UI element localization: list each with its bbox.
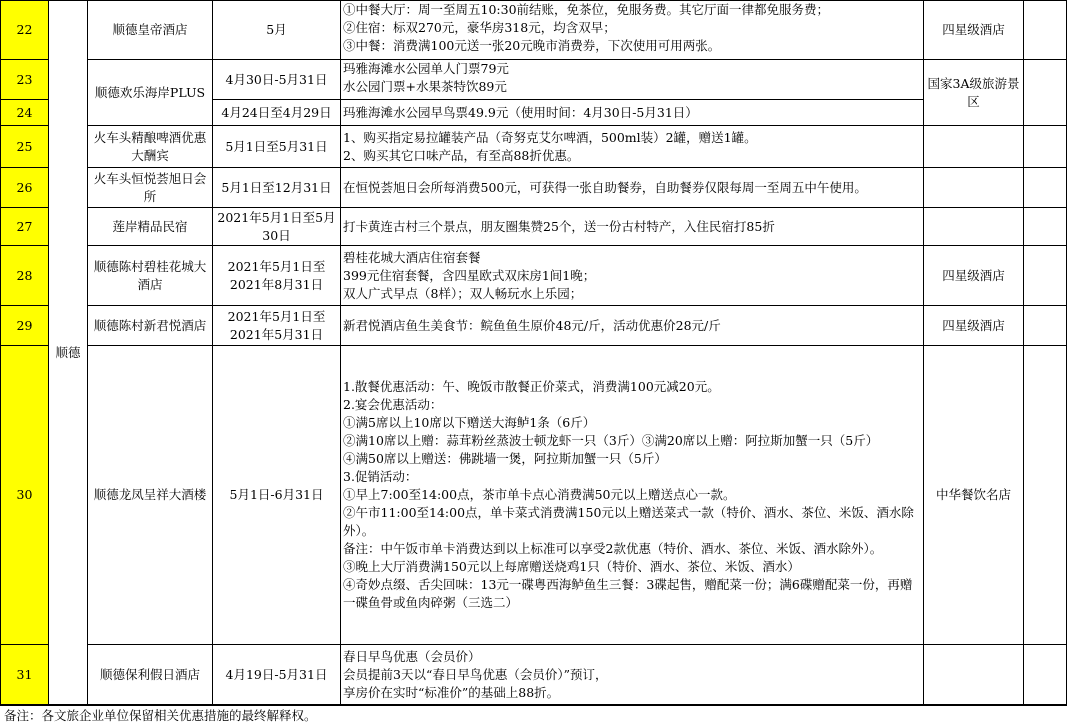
promo-period: 4月24日至4月29日 [213,100,341,126]
empty-cell [1024,60,1067,126]
venue-rating: 四星级酒店 [924,1,1024,60]
venue-rating: 中华餐饮名店 [924,346,1024,645]
venue-name: 顺德陈村新君悦酒店 [88,306,213,346]
row-number: 27 [1,208,49,246]
row-number: 25 [1,126,49,168]
empty-cell [1024,126,1067,168]
empty-cell [1024,346,1067,645]
venue-rating: 四星级酒店 [924,246,1024,306]
detail-line: ②午市11:00至14:00点，单卡菜式消费满150元以上赠送菜式一款（特价、酒水、茶位、米饭、酒水除外）。 [343,505,914,538]
detail-line: 会员提前3天以“春日早鸟优惠（会员价）”预订， [343,666,608,682]
venue-name: 火车头恒悦荟旭日会所 [88,168,213,208]
promo-period: 5月1日至12月31日 [213,168,341,208]
detail-line: 2.宴会优惠活动： [343,397,443,412]
table-row [1,60,1067,100]
detail-line: 备注：中午饭市单卡消费达到以上标准可以享受2款优惠（特价、酒水、茶位、米饭、酒水除外）。 [343,541,883,556]
detail-line: ③中餐：消费满100元送一张20元晚市消费券，下次使用可用两张。 [343,38,721,53]
detail-line: ①满5席以上10席以下赠送大海鲈1条（6斤） [343,415,596,430]
venue-name: 顺德陈村碧桂花城大酒店 [88,246,213,306]
venue-rating [924,126,1024,168]
table-row [1,168,1067,208]
venue-rating [924,645,1024,705]
row-number: 30 [1,346,49,645]
promo-period: 4月30日-5月31日 [213,60,341,100]
venue-name: 顺德龙凤呈祥大酒楼 [88,346,213,645]
venue-rating [924,168,1024,208]
venue-name: 顺德保利假日酒店 [88,645,213,705]
empty-cell [1024,645,1067,705]
detail-line: 碧桂花城大酒店住宿套餐 [343,249,481,265]
detail-line: 双人广式早点（8样）；双人畅玩水上乐园； [343,285,583,301]
promo-details [341,306,924,346]
promo-details [341,1,924,60]
detail-line: 春日早鸟优惠（会员价） [343,648,481,664]
detail-line: ②满10席以上赠：蒜茸粉丝蒸波士顿龙虾一只（3斤）③满20席以上赠：阿拉斯加蟹一只（5斤） [343,433,879,448]
venue-rating: 国家3A级旅游景区 [924,60,1024,126]
table-row [1,306,1067,346]
venue-name: 顺德欢乐海岸PLUS [88,60,213,126]
detail-line: 享房价在实时“标准价”的基础上88折。 [343,684,560,700]
detail-line: ①早上7:00至14:00点，茶市单卡点心消费满50元以上赠送点心一款。 [343,487,736,502]
promo-period: 5月1日至5月31日 [213,126,341,168]
table-row [1,126,1067,168]
empty-cell [1024,208,1067,246]
detail-line: 玛雅海滩水公园单人门票79元 [343,61,509,76]
promo-period: 2021年5月1日至5月30日 [213,208,341,246]
empty-cell [1024,246,1067,306]
promo-period: 2021年5月1日至2021年8月31日 [213,246,341,306]
promo-details [341,126,924,168]
table-row [1,246,1067,306]
row-number: 26 [1,168,49,208]
detail-line: 1、购买指定易拉罐装产品（奇努克艾尔啤酒，500ml装）2罐，赠送1罐。 [343,129,757,145]
promo-details [341,208,924,246]
row-number: 22 [1,1,49,60]
detail-line: 在恒悦荟旭日会所每消费500元，可获得一张自助餐券，自助餐券仅限每周一至周五中午使用。 [343,179,867,195]
detail-line: 打卡黄连古村三个景点，朋友圈集赞25个，送一份古村特产，入住民宿打85折 [343,218,775,234]
promo-details [341,645,924,705]
detail-line: 新君悦酒店鱼生美食节：鲩鱼鱼生原价48元/斤，活动优惠价28元/斤 [343,317,721,333]
detail-line: 玛雅海滩水公园早鸟票49.9元（使用时间：4月30日-5月31日） [343,104,698,120]
detail-line: 399元住宿套餐，含四星欧式双床房1间1晚； [343,267,596,283]
region-cell: 顺德 [49,1,88,705]
venue-rating [924,208,1024,246]
venue-rating: 四星级酒店 [924,306,1024,346]
table-row [1,208,1067,246]
promo-details [341,100,924,126]
empty-cell [1024,306,1067,346]
detail-line: 1.散餐优惠活动：午、晚饭市散餐正价菜式，消费满100元减20元。 [343,379,720,394]
table-row [1,346,1067,645]
promo-period: 2021年5月1日至2021年5月31日 [213,306,341,346]
empty-cell [1024,1,1067,60]
detail-line: ①中餐大厅：周一至周五10:30前结账，免茶位，免服务费。其它厅面一律都免服务费； [343,2,830,17]
promo-details [341,168,924,208]
row-number: 24 [1,100,49,126]
detail-line: ④奇妙点缀、舌尖回味：13元一碟粤西海鲈鱼生三餐：3碟起售，赠配菜一份；满6碟赠配菜一份，再赠一碟鱼骨或鱼肉碎粥（三选二） [343,577,913,610]
venue-name: 火车头精酿啤酒优惠大酬宾 [88,126,213,168]
footnote: 备注：各文旅企业单位保留相关优惠措施的最终解释权。 [0,705,1067,725]
detail-line: 3.促销活动： [343,469,418,484]
promo-period: 5月 [213,1,341,60]
table-row [1,1,1067,60]
promo-details [341,246,924,306]
detail-line: ②住宿：标双270元，豪华房318元，均含双早； [343,20,616,35]
promo-details [341,60,924,100]
row-number: 23 [1,60,49,100]
venue-name: 莲岸精品民宿 [88,208,213,246]
detail-line: 2、购买其它口味产品，有至高88折优惠。 [343,147,580,163]
promo-period: 5月1日-6月31日 [213,346,341,645]
detail-line: ③晚上大厅消费满150元以上每席赠送烧鸡1只（特价、酒水、茶位、米饭、酒水） [343,559,800,574]
promo-period: 4月19日-5月31日 [213,645,341,705]
detail-line: ④满50席以上赠送：佛跳墙一煲，阿拉斯加蟹一只（5斤） [343,451,667,466]
detail-line: 水公园门票+水果茶特饮89元 [343,79,507,94]
empty-cell [1024,168,1067,208]
row-number: 28 [1,246,49,306]
venue-name: 顺德皇帝酒店 [88,1,213,60]
row-number: 31 [1,645,49,705]
table-row [1,645,1067,705]
promo-details [341,346,924,645]
row-number: 29 [1,306,49,346]
